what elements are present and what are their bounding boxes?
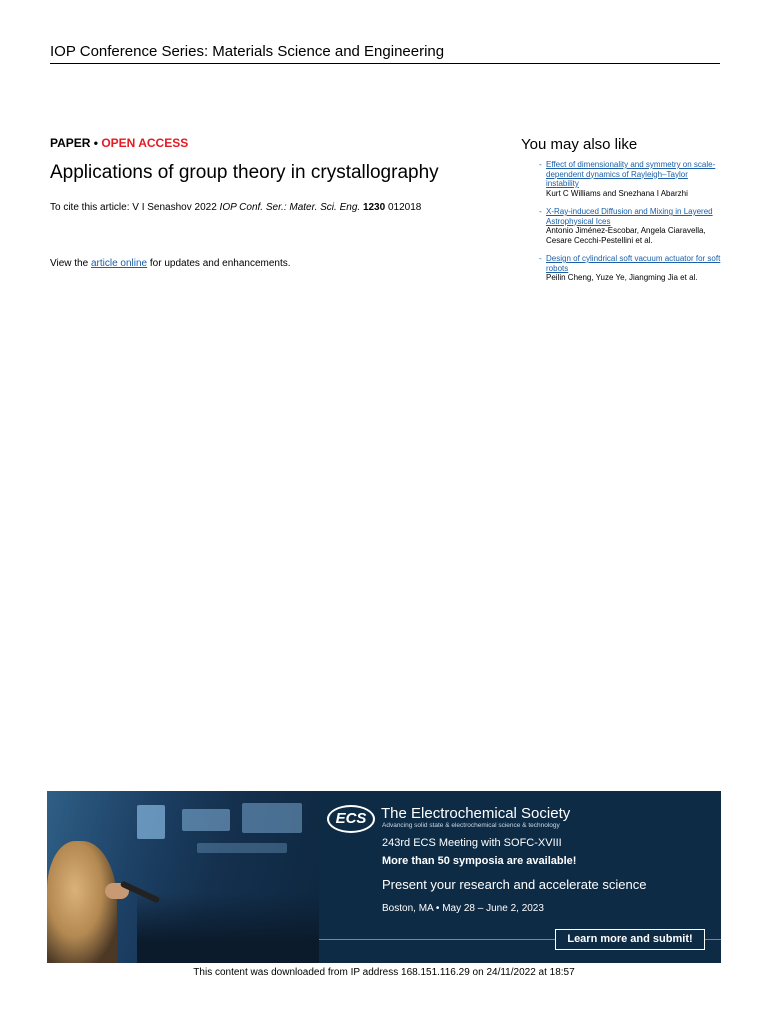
open-access-label: OPEN ACCESS [101,136,189,150]
ad-present: Present your research and accelerate science [382,877,647,892]
paper-badge [50,136,188,150]
sidebar-heading: You may also like [521,136,638,153]
ecs-tagline: Advancing solid state & electrochemical science & technology [382,822,560,829]
related-article-authors: Kurt C Williams and Snezhana I Abarzhi [546,188,688,198]
ecs-society-name: The Electrochemical Society [381,805,571,822]
paper-type-label: PAPER [50,136,91,150]
related-sidebar [521,136,721,292]
cite-number: 012018 [385,202,422,213]
article-online-link[interactable]: article online [90,258,148,269]
cite-prefix: To cite this article: V I Senashov 2022 [50,202,220,213]
cite-volume: 1230 [362,202,386,213]
related-article-authors: Peilin Cheng, Yuze Ye, Jiangming Jia et al. [546,273,698,282]
journal-title: IOP Conference Series: Materials Science and Engineering [50,43,445,60]
journal-header [50,43,720,64]
ecs-logo: ECS [327,805,375,833]
article-title: Applications of group theory in crystallography [50,162,439,183]
download-note: This content was downloaded from IP address 168.151.116.29 on 24/11/2022 at 18:57 [193,967,575,978]
related-item [521,207,721,245]
ecs-ad-banner[interactable] [47,791,721,963]
related-article-authors: Antonio Jiménez-Escobar, Angela Ciaravella, Cesare Cecchi-Pestellini et al. [546,226,706,245]
ad-meeting: 243rd ECS Meeting with SOFC-XVIII [382,837,562,849]
view-prefix: View the [50,258,91,269]
list-dash: - [539,160,542,169]
cite-journal: IOP Conf. Ser.: Mater. Sci. Eng. [219,202,361,213]
list-dash: - [539,254,542,263]
badge-separator: • [90,136,102,150]
view-online-line [50,258,291,270]
conference-photo [47,791,319,963]
related-article-link[interactable]: X-Ray-induced Diffusion and Mixing in Layered Astrophysical Ices [546,207,713,226]
related-item [521,254,721,283]
view-suffix: for updates and enhancements. [147,258,291,269]
related-article-link[interactable]: Effect of dimensionality and symmetry on scale-dependent dynamics of Rayleigh–Taylor instability [546,160,716,188]
list-dash: - [539,207,542,216]
ad-symposia: More than 50 symposia are available! [382,855,577,867]
citation-line [50,202,421,214]
related-item [521,160,721,198]
learn-more-button[interactable]: Learn more and submit! [555,929,705,950]
related-article-link[interactable]: Design of cylindrical soft vacuum actuator for soft robots [546,254,721,273]
ad-dates: Boston, MA • May 28 – June 2, 2023 [382,903,544,914]
